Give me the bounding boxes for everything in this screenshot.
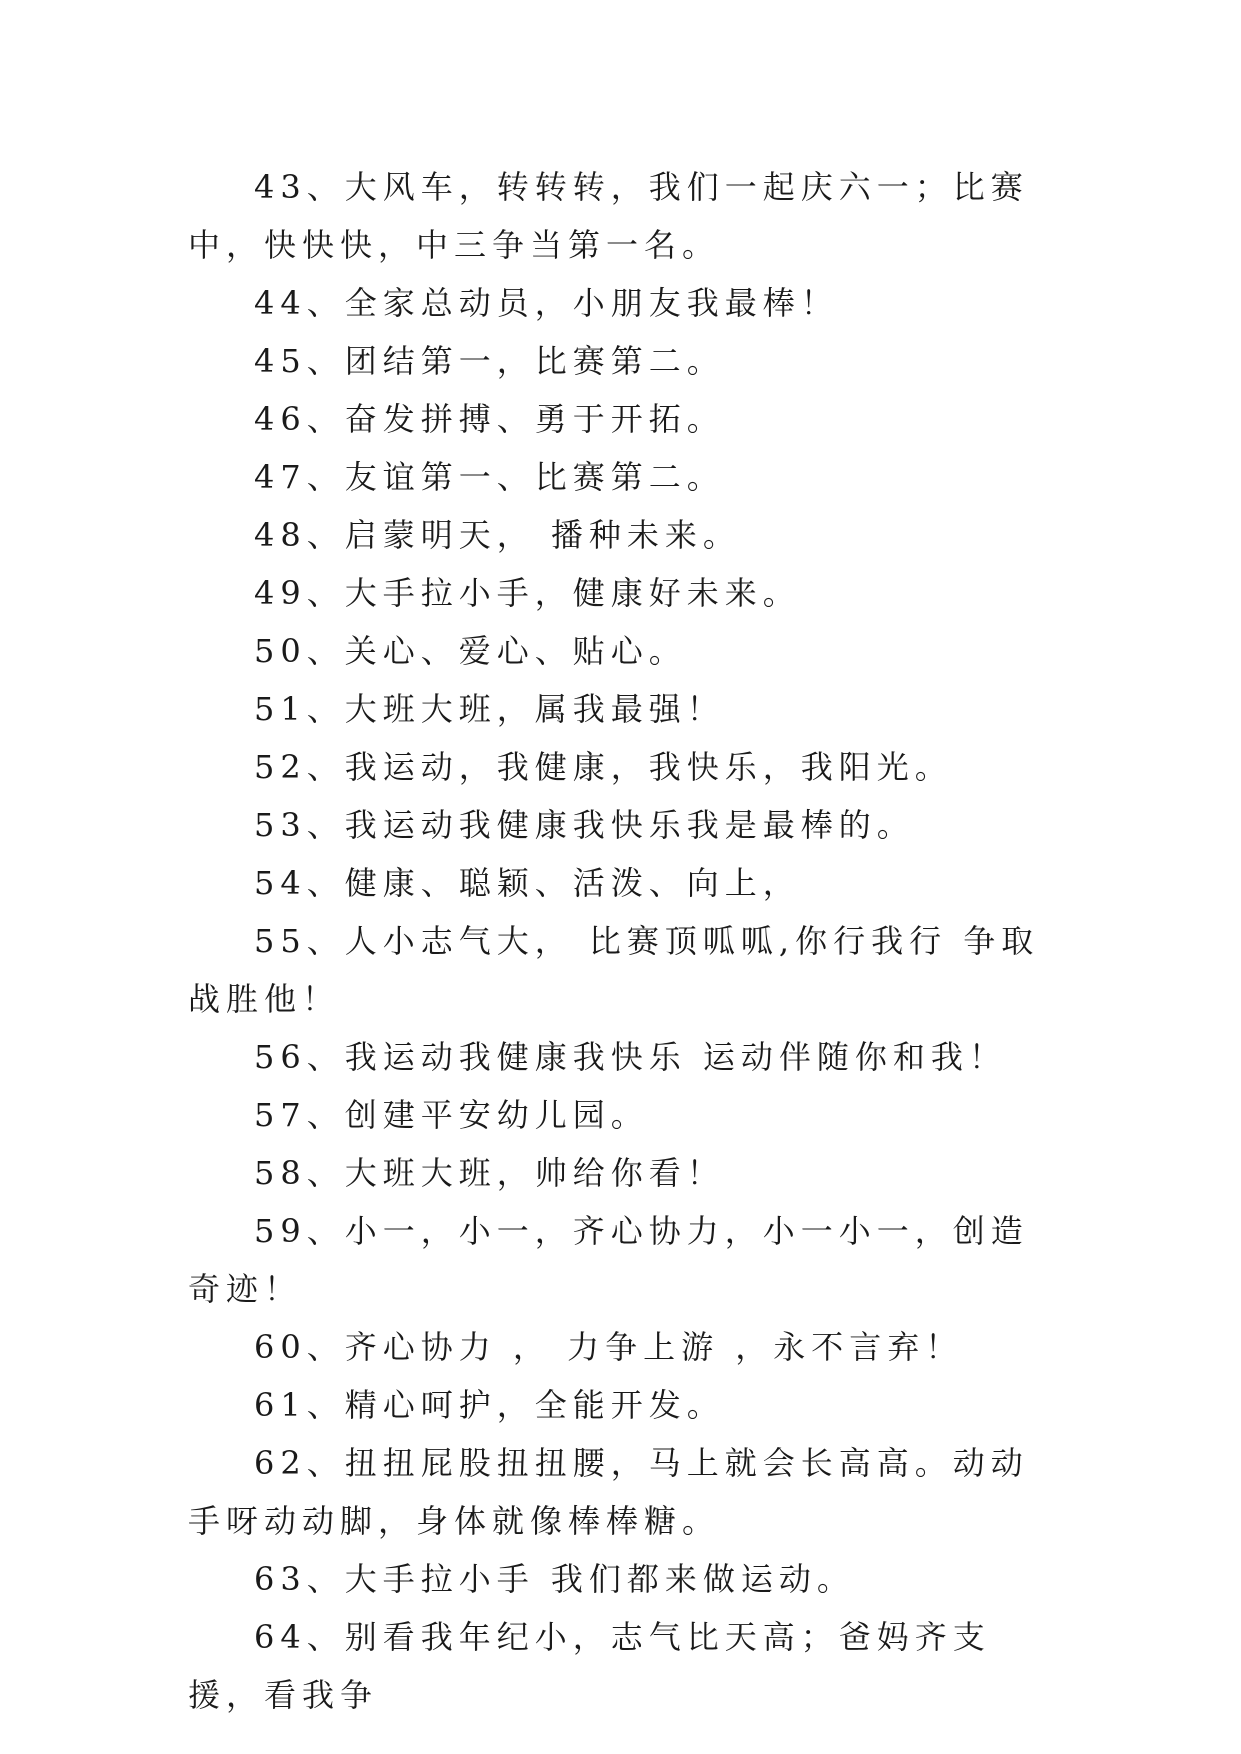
slogan-54: 54、健康、聪颖、活泼、向上， — [254, 864, 801, 902]
slogan-51: 51、大班大班，属我最强！ — [254, 690, 725, 728]
slogan-43: 43、大风车，转转转，我们一起庆六一；比赛中，快快快，中三争当第一名。 — [188, 168, 1029, 264]
slogan-52: 52、我运动，我健康，我快乐，我阳光。 — [254, 748, 953, 786]
slogan-62: 62、扭扭屁股扭扭腰，马上就会长高高。动动手呀动动脚，身体就像棒棒糖。 — [188, 1444, 1029, 1540]
slogan-55: 55、人小志气大， 比赛顶呱呱,你行我行 争取战胜他！ — [188, 922, 1040, 1018]
slogan-49: 49、大手拉小手，健康好未来。 — [254, 574, 801, 612]
slogan-48: 48、启蒙明天， 播种未来。 — [254, 516, 741, 554]
slogan-53: 53、我运动我健康我快乐我是最棒的。 — [254, 806, 915, 844]
slogan-61: 61、精心呵护，全能开发。 — [254, 1386, 725, 1424]
document-body — [188, 158, 1054, 1724]
slogan-47: 47、友谊第一、比赛第二。 — [254, 458, 725, 496]
slogan-44: 44、全家总动员，小朋友我最棒！ — [254, 284, 839, 322]
slogan-56: 56、我运动我健康我快乐 运动伴随你和我！ — [254, 1038, 1007, 1076]
slogan-60: 60、齐心协力 ， 力争上游 ，永不言弃！ — [254, 1328, 964, 1366]
slogan-58: 58、大班大班，帅给你看！ — [254, 1154, 725, 1192]
slogan-45: 45、团结第一，比赛第二。 — [254, 342, 725, 380]
slogan-46: 46、奋发拼搏、勇于开拓。 — [254, 400, 725, 438]
slogan-50: 50、关心、爱心、贴心。 — [254, 632, 687, 670]
slogan-59: 59、小一，小一，齐心协力，小一小一，创造奇迹！ — [188, 1212, 1029, 1308]
slogan-57: 57、创建平安幼儿园。 — [254, 1096, 649, 1134]
slogan-63: 63、大手拉小手 我们都来做运动。 — [254, 1560, 855, 1598]
slogan-64: 64、别看我年纪小，志气比天高；爸妈齐支援，看我争 — [188, 1618, 991, 1714]
